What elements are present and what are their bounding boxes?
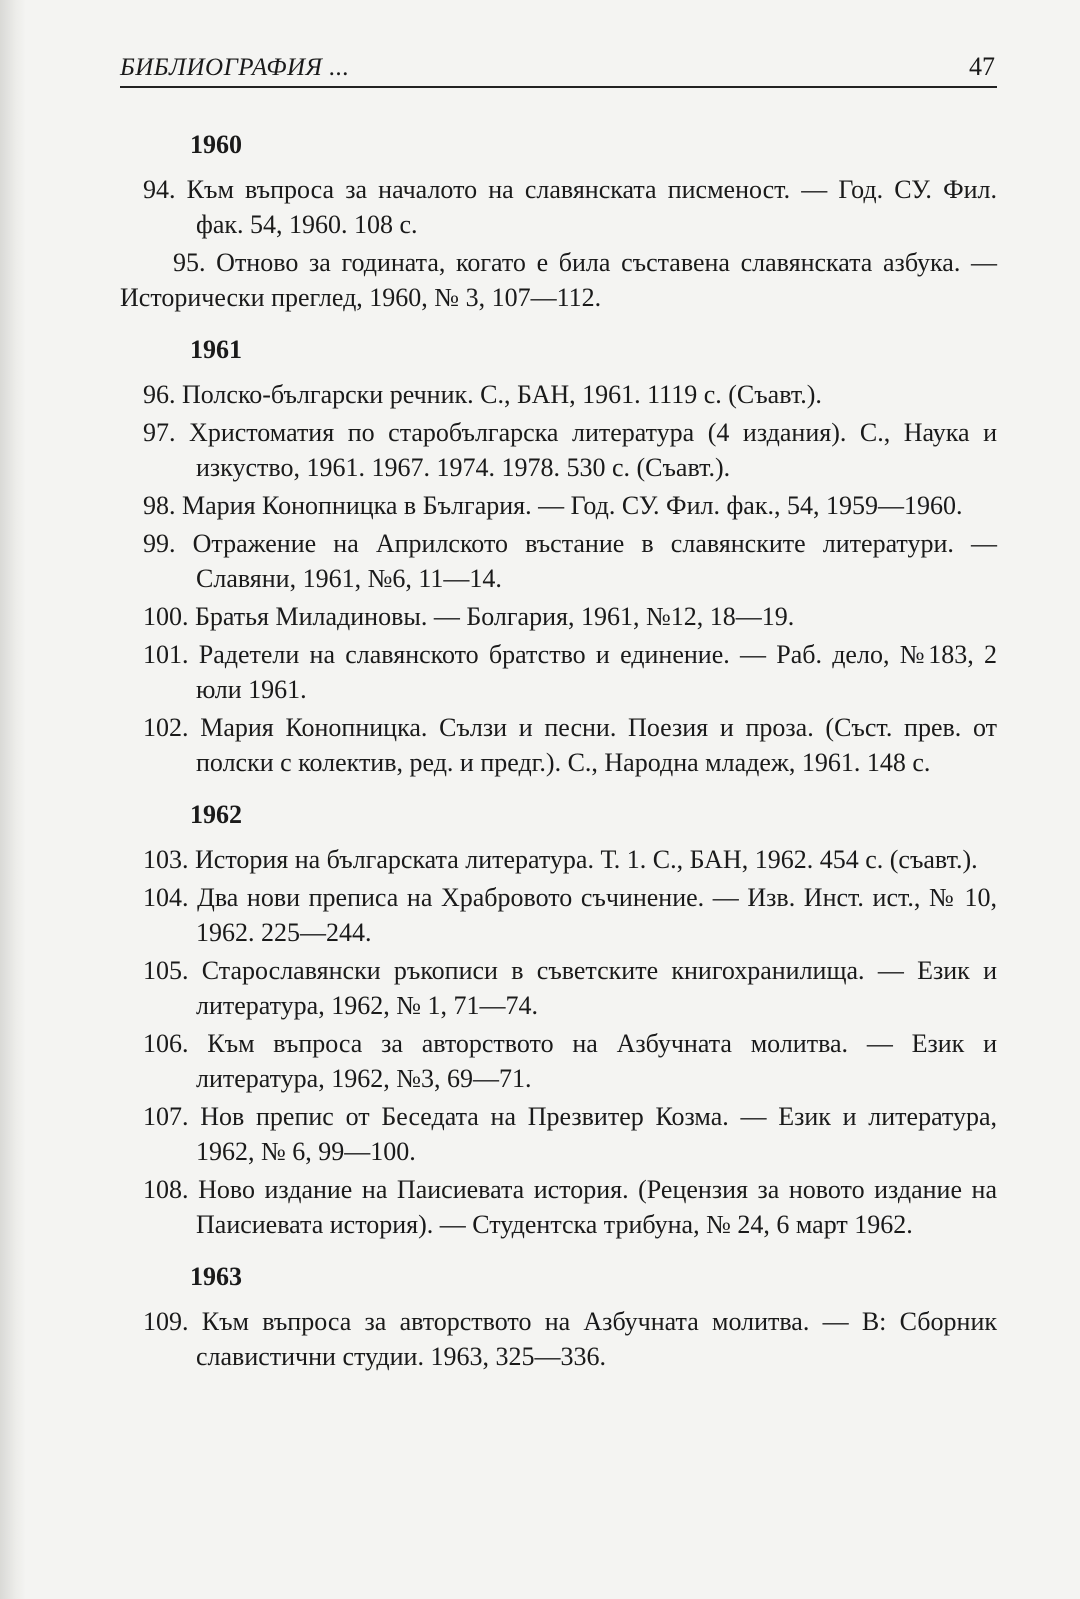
- entry-text: Ново издание на Паисиевата история. (Рецензия за новото издание на Паисиевата история). — Студентска трибуна, № 24, 6 март 1962.: [196, 1175, 998, 1239]
- year-heading: 1961: [190, 335, 242, 364]
- bibliography-entry: [120, 1172, 997, 1242]
- bibliography-entry: [120, 245, 997, 315]
- entry-number: 99.: [143, 529, 176, 558]
- entry-text: Нов препис от Беседата на Презвитер Козма. — Език и литература, 1962, № 6, 99—100.: [196, 1102, 997, 1166]
- entry-number: 105.: [143, 956, 189, 985]
- running-header: [120, 36, 997, 88]
- entry-text: Мария Конопницка в България. — Год. СУ. Фил. фак., 54, 1959—1960.: [182, 491, 963, 520]
- entry-number: 94.: [143, 175, 176, 204]
- page-gutter-shadow: [0, 0, 26, 1599]
- year-heading: 1962: [190, 800, 242, 829]
- bibliography-entry: [120, 842, 997, 877]
- entry-text: Два нови преписа на Храбровото съчинение. — Изв. Инст. ист., № 10, 1962. 225—244.: [196, 883, 997, 947]
- entry-number: 96.: [143, 380, 176, 409]
- entry-number: 104.: [143, 883, 189, 912]
- entry-text: Към въпроса за началото на славянската писменост. — Год. СУ. Фил. фак. 54, 1960. 108 с.: [186, 175, 997, 239]
- entry-number: 98.: [143, 491, 176, 520]
- entry-number: 109.: [143, 1307, 189, 1336]
- entry-number: 95.: [173, 248, 206, 277]
- bibliography-entry: [120, 880, 997, 950]
- page-number: 47: [969, 52, 995, 81]
- entry-text: Към въпроса за авторството на Азбучната молитва. — В: Сборник славистични студии. 1963, 325—336.: [196, 1307, 997, 1371]
- entry-text: Към въпроса за авторството на Азбучната молитва. — Език и литература, 1962, №3, 69—71.: [196, 1029, 997, 1093]
- bibliography-entry: [120, 1026, 997, 1096]
- bibliography-entry: [120, 377, 997, 412]
- entry-text: Полско-български речник. С., БАН, 1961. 1119 с. (Съавт.).: [182, 380, 822, 409]
- entry-text: Братья Миладиновы. — Болгария, 1961, №12, 18—19.: [195, 602, 795, 631]
- year-heading: 1963: [190, 1262, 242, 1291]
- bibliography-list: [120, 128, 997, 1374]
- bibliography-entry: [120, 172, 997, 242]
- bibliography-entry: [120, 1099, 997, 1169]
- bibliography-entry: [120, 526, 997, 596]
- bibliography-entry: [120, 953, 997, 1023]
- entry-number: 106.: [143, 1029, 189, 1058]
- entry-number: 101.: [143, 640, 189, 669]
- bibliography-entry: [120, 637, 997, 707]
- entry-number: 102.: [143, 713, 189, 742]
- entry-number: 107.: [143, 1102, 189, 1131]
- entry-text: Мария Конопницка. Сълзи и песни. Поезия и проза. (Съст. прев. от полски с колектив, ред. и предг.). С., Народна младеж, 1961. 148 с.: [196, 713, 997, 777]
- bibliography-entry: [120, 488, 997, 523]
- bibliography-entry: [120, 599, 997, 634]
- book-page: [120, 36, 997, 1377]
- entry-text: Отражение на Априлското въстание в славянските литератури. — Славяни, 1961, №6, 11—14.: [192, 529, 997, 593]
- bibliography-entry: [120, 415, 997, 485]
- entry-number: 108.: [143, 1175, 189, 1204]
- entry-text: Христоматия по старобългарска литература (4 издания). С., Наука и изкуство, 1961. 1967. 1974. 1978. 530 с. (Съавт.).: [189, 418, 998, 482]
- bibliography-entry: [120, 710, 997, 780]
- entry-text: Отново за годината, когато е била съставена славянската азбука. — Исторически преглед, 1960, № 3, 107—112.: [120, 248, 997, 312]
- entry-text: История на българската литература. Т. 1. С., БАН, 1962. 454 с. (съавт.).: [195, 845, 978, 874]
- year-heading: 1960: [190, 130, 242, 159]
- entry-text: Старославянски ръкописи в съветските книгохранилища. — Език и литература, 1962, № 1, 71—74.: [196, 956, 998, 1020]
- entry-number: 100.: [143, 602, 189, 631]
- bibliography-entry: [120, 1304, 997, 1374]
- entry-number: 103.: [143, 845, 189, 874]
- running-title: БИБЛИОГРАФИЯ ...: [120, 54, 350, 81]
- entry-number: 97.: [143, 418, 176, 447]
- entry-text: Радетели на славянското братство и единение. — Раб. дело, №183, 2 юли 1961.: [196, 640, 997, 704]
